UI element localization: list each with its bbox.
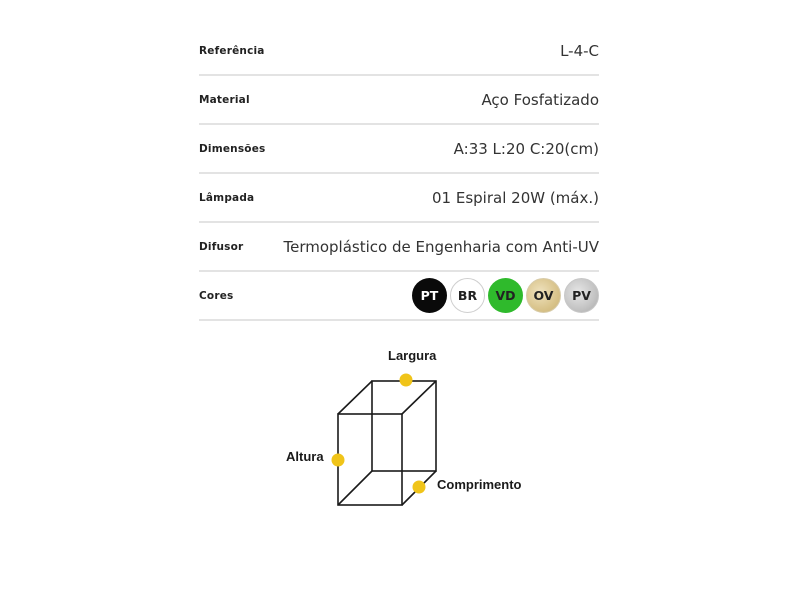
width-marker	[400, 374, 413, 387]
color-swatches	[412, 278, 599, 313]
color-swatch-pv[interactable]	[564, 278, 599, 313]
color-swatch-br[interactable]	[450, 278, 485, 313]
spec-label: Cores	[199, 289, 234, 302]
spec-value: Aço Fosfatizado	[481, 90, 599, 109]
spec-label: Dimensões	[199, 142, 266, 155]
spec-row-referencia	[199, 27, 599, 76]
cube-edge	[338, 381, 372, 414]
color-swatch-ov[interactable]	[526, 278, 561, 313]
spec-row-lampada	[199, 174, 599, 223]
spec-label: Referência	[199, 44, 265, 57]
swatch-code: VD	[495, 288, 516, 303]
spec-row-dimensoes	[199, 125, 599, 174]
color-swatch-vd[interactable]	[488, 278, 523, 313]
cube-front-face	[338, 414, 402, 505]
height-label: Altura	[286, 449, 324, 464]
spec-label: Material	[199, 93, 250, 106]
height-marker	[332, 454, 345, 467]
spec-value: A:33 L:20 C:20(cm)	[453, 139, 599, 158]
spec-label: Difusor	[199, 240, 244, 253]
cube-diagram	[270, 340, 540, 520]
dimension-diagram	[270, 340, 540, 520]
spec-value: Termoplástico de Engenharia com Anti-UV	[283, 237, 599, 256]
spec-label: Lâmpada	[199, 191, 255, 204]
swatch-code: PT	[420, 288, 439, 303]
spec-row-material	[199, 76, 599, 125]
length-label: Comprimento	[437, 477, 522, 492]
swatch-code: OV	[533, 288, 554, 303]
color-swatch-pt[interactable]	[412, 278, 447, 313]
spec-row-cores	[199, 272, 599, 321]
width-label: Largura	[388, 348, 437, 363]
cube-back-face	[372, 381, 436, 471]
swatch-code: BR	[457, 288, 478, 303]
spec-table	[199, 27, 599, 321]
spec-row-difusor	[199, 223, 599, 272]
cube-edge	[338, 471, 372, 505]
spec-value: 01 Espiral 20W (máx.)	[432, 188, 599, 207]
swatch-code: PV	[572, 288, 591, 303]
length-marker	[413, 481, 426, 494]
spec-value: L-4-C	[560, 41, 599, 60]
